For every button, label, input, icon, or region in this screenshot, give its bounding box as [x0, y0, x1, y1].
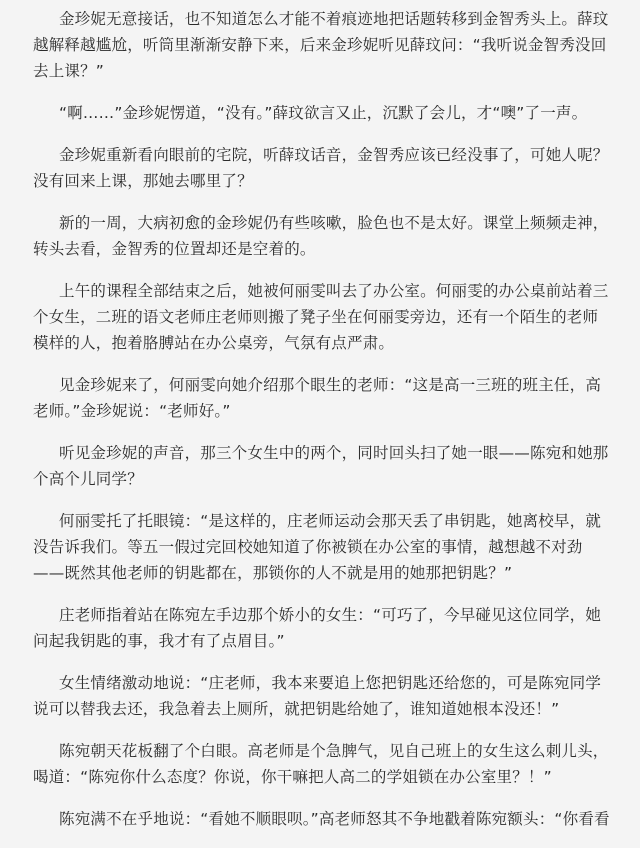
paragraph: 何丽雯托了托眼镜：“是这样的，庄老师运动会那天丢了串钥匙，她离校早，就没告诉我们。等五一假过完回校她知道了你被锁在办公室的事情，越想越不对劲——既然其他老师的钥匙都在，那锁你的人不就是用的她那把钥匙？”: [33, 512, 602, 582]
paragraph: 金珍妮无意接话，也不知道怎么才能不着痕迹地把话题转移到金智秀头上。薛玟越解释越尴尬，听筒里渐渐安静下来，后来金珍妮听见薛玟问：“我听说金智秀没回去上课？”: [33, 10, 609, 80]
paragraph: 女生情绪激动地说：“庄老师，我本来要追上您把钥匙还给您的，可是陈宛同学说可以替我去还，我急着去上厕所，就把钥匙给她了，谁知道她根本没还！”: [33, 674, 602, 718]
paragraph: 陈宛朝天花板翻了个白眼。高老师是个急脾气，见自己班上的女生这么刺儿头，喝道：“陈宛你什么态度？你说，你干嘛把人高二的学姐锁在办公室里？！”: [33, 742, 609, 786]
paragraph: 新的一周，大病初愈的金珍妮仍有些咳嗽，脸色也不是太好。课堂上频频走神，转头去看，金智秀的位置却还是空着的。: [33, 214, 609, 258]
paragraph: 听见金珍妮的声音，那三个女生中的两个，同时回头扫了她一眼——陈宛和她那个高个儿同学？: [33, 444, 609, 488]
paragraph: 上午的课程全部结束之后，她被何丽雯叫去了办公室。何丽雯的办公桌前站着三个女生，二班的语文老师庄老师则搬了凳子坐在何丽雯旁边，还有一个陌生的老师模样的人，抱着胳膊站在办公桌旁，气氛有点严肃。: [33, 282, 609, 352]
paragraph: 庄老师指着站在陈宛左手边那个娇小的女生：“可巧了，今早碰见这位同学，她问起我钥匙的事，我才有了点眉目。”: [33, 606, 602, 650]
paragraph: 见金珍妮来了，何丽雯向她介绍那个眼生的老师：“这是高一三班的班主任，高老师。”金珍妮说：“老师好。”: [33, 376, 602, 420]
paragraph: “啊……”金珍妮愣道，“没有。”薛玟欲言又止，沉默了会儿，才“噢”了一声。: [59, 104, 588, 122]
paragraph: 金珍妮重新看向眼前的宅院，听薛玟话音，金智秀应该已经没事了，可她人呢？没有回来上课，那她去哪里了？: [33, 146, 609, 190]
article-body: [33, 6, 611, 848]
paragraph: 陈宛满不在乎地说：“看她不顺眼呗。”高老师怒其不争地戳着陈宛额头：“你看看: [59, 810, 610, 828]
